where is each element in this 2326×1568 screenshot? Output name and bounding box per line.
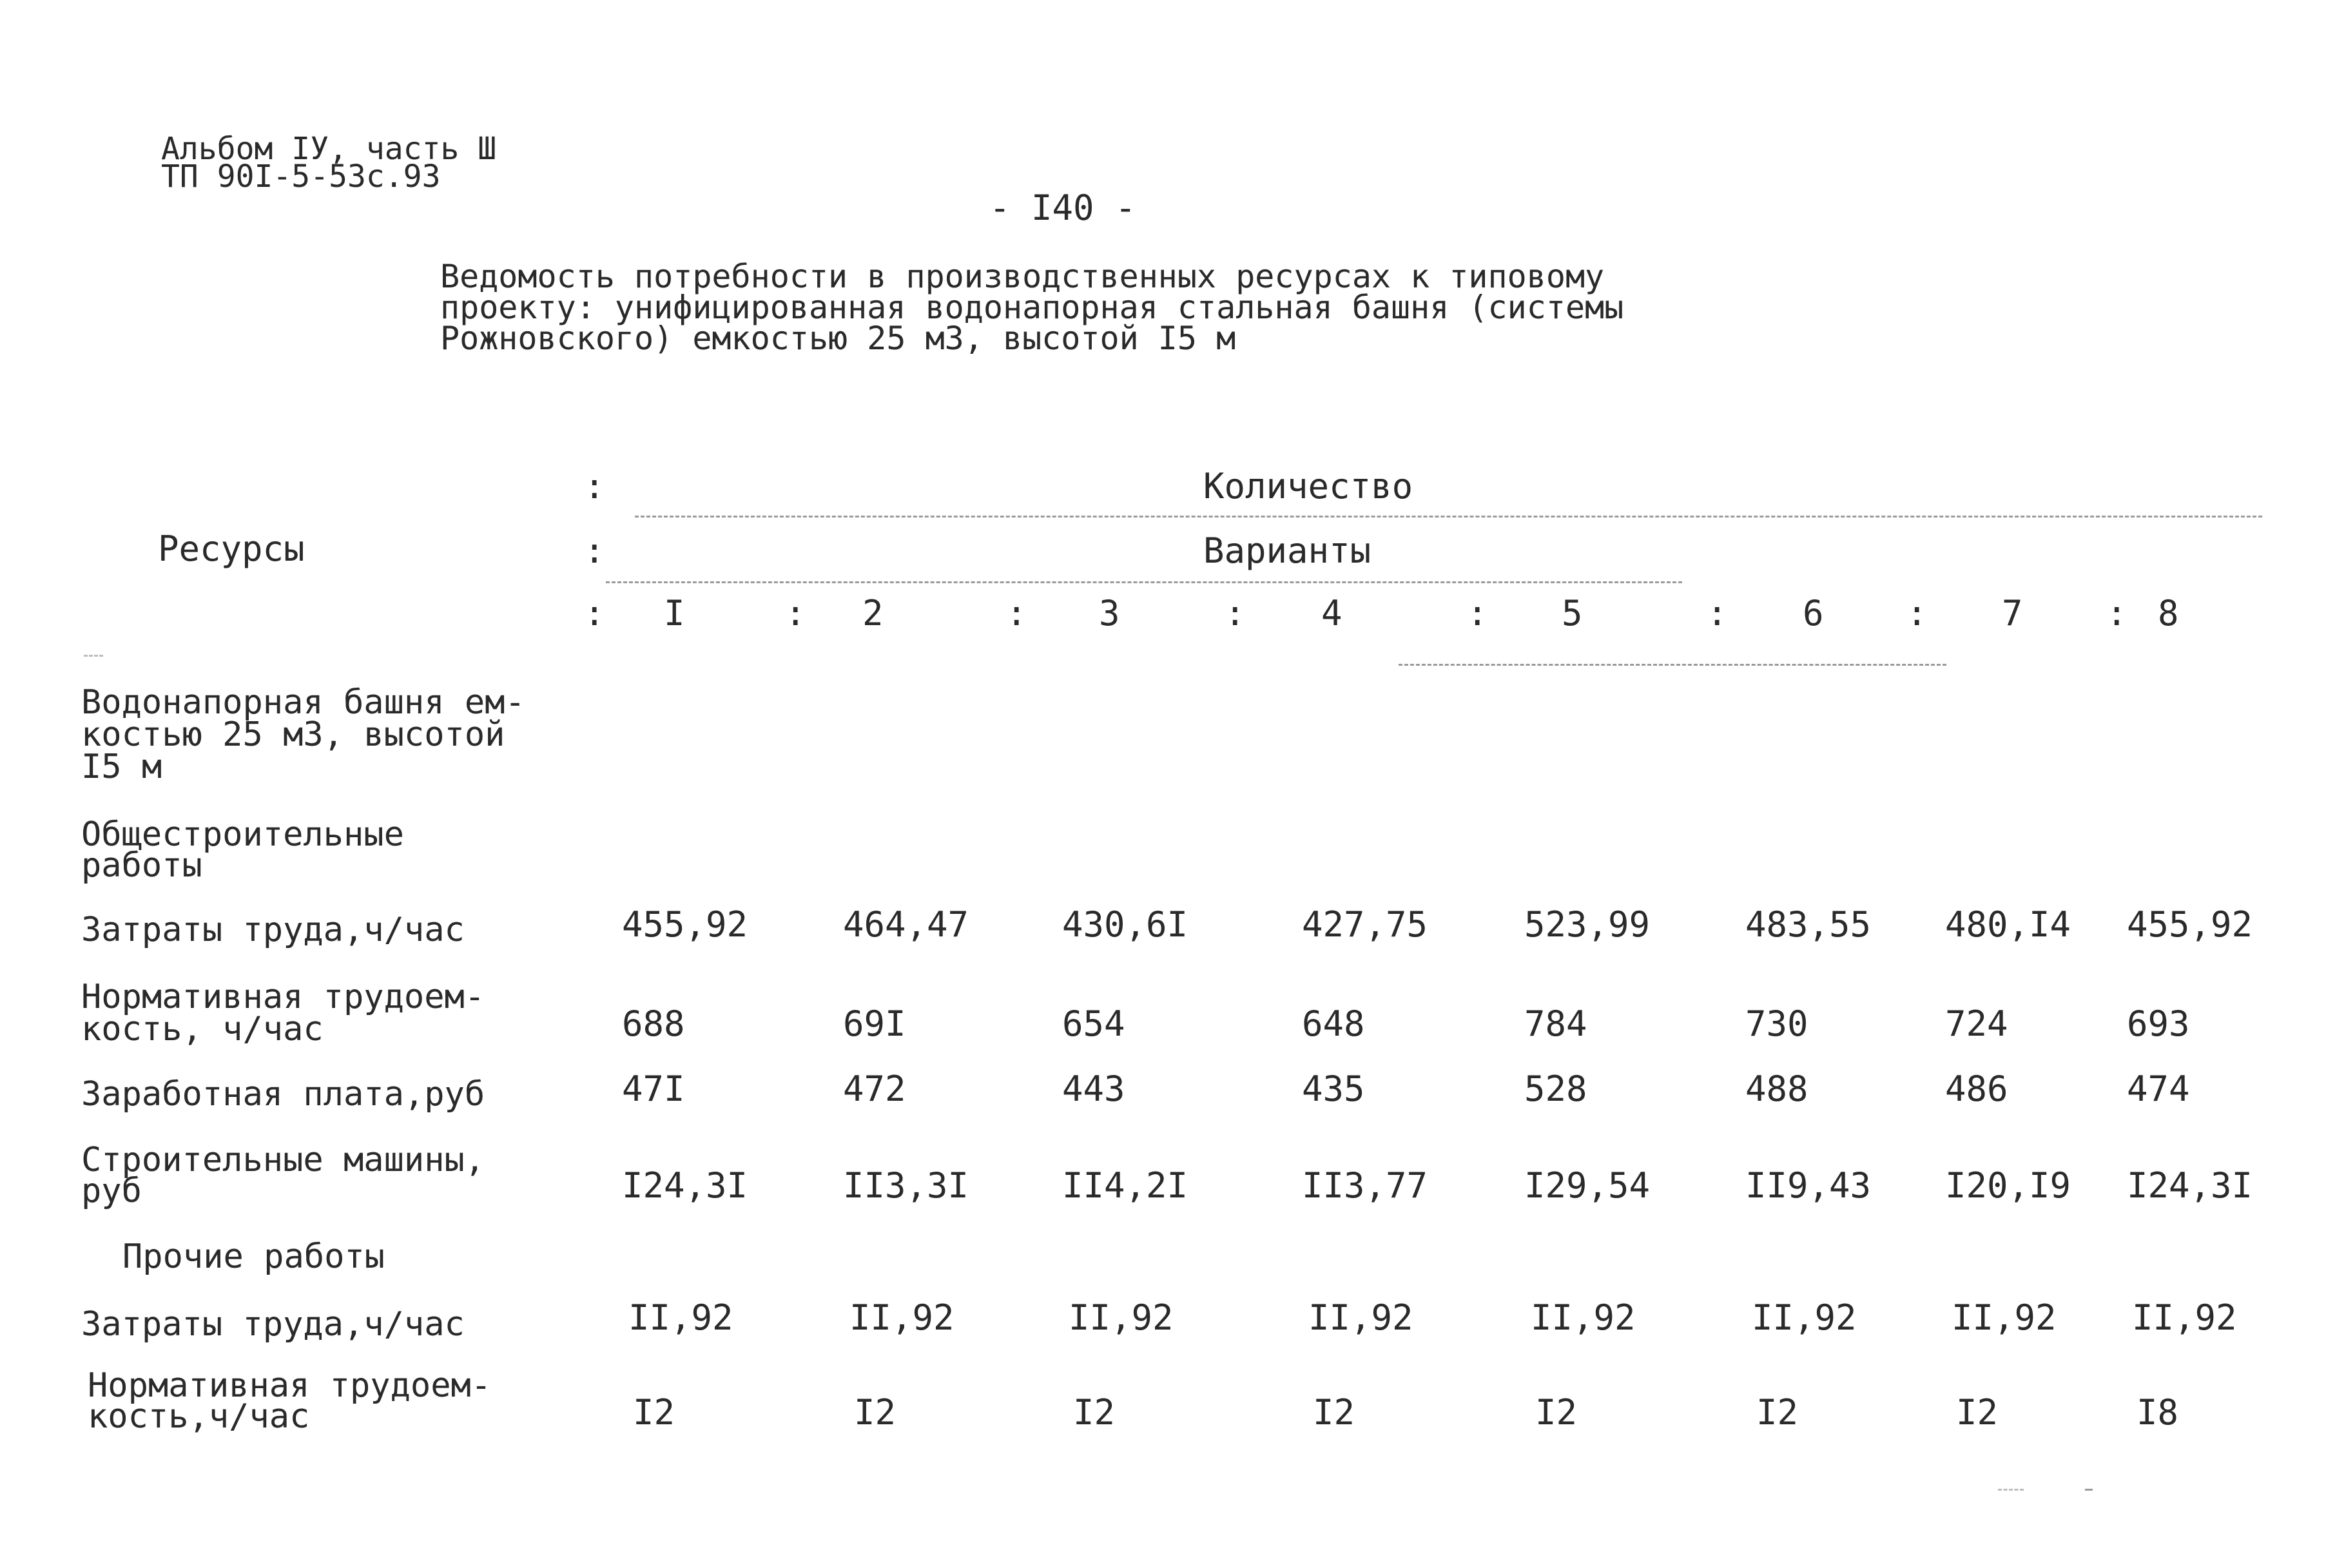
column-separator: : [785,593,806,634]
header-rule-3 [1399,664,1946,666]
table-cell: I29,54 [1524,1165,1651,1206]
column-separator: : [1006,593,1027,634]
table-cell: II4,2I [1062,1165,1188,1206]
page-number: - I40 - [989,188,1136,228]
table-cell: 480,I4 [1945,904,2071,945]
column-separator: : [1225,593,1246,634]
row-label: Затраты труда,ч/час [81,911,465,949]
row-label: кость, ч/час [81,1010,324,1049]
resources-header: Ресурсы [158,528,305,569]
table-cell: II,92 [1069,1297,1174,1338]
table-cell: 474 [2127,1069,2190,1109]
title-line-2: проекту: унифицированная водонапорная стальная башня (системы [440,289,1624,326]
variant-number: 8 [2158,593,2179,634]
table-cell: II3,3I [843,1165,969,1206]
column-separator: : [2106,593,2127,634]
title-line-3: Рожновского) емкостью 25 м3, высотой I5 м [440,320,1236,357]
variants-header: Варианты [1203,530,1371,571]
table-cell: II,92 [628,1297,733,1338]
table-cell: 427,75 [1302,904,1428,945]
table-cell: 488 [1745,1069,1808,1109]
variant-number: I [664,593,685,634]
table-cell: 688 [622,1003,685,1044]
scan-speck [1998,1489,2024,1491]
table-cell: II,92 [2132,1297,2237,1338]
table-cell: II3,77 [1302,1165,1428,1206]
table-cell: I2 [1313,1392,1355,1433]
table-cell: 483,55 [1745,904,1872,945]
header-colon: : [584,466,605,507]
title-line-1: Ведомость потребности в производственных ресурсах к типовому [440,258,1605,295]
table-cell: II,92 [1752,1297,1857,1338]
table-cell: I20,I9 [1945,1165,2071,1206]
album-label: Альбом IУ, часть Ш [161,131,497,167]
object-label-line: I5 м [81,748,162,786]
header-colon: : [584,530,605,571]
object-label-line: Водонапорная башня ем- [81,683,525,722]
column-separator: : [584,593,605,634]
column-separator: : [1906,593,1928,634]
table-cell: I2 [1535,1392,1578,1433]
table-cell: I24,3I [622,1165,748,1206]
variant-number: 4 [1321,593,1342,634]
project-code: ТП 90I-5-53с.93 [161,159,441,195]
variant-number: 2 [862,593,884,634]
section-label-line: Общестроительные [81,815,404,854]
variant-number: 7 [2002,593,2023,634]
table-cell: II,92 [1308,1297,1413,1338]
table-cell: 724 [1945,1003,2008,1044]
row-label: Нормативная трудоем- [88,1366,492,1405]
table-cell: 69I [843,1003,906,1044]
scan-speck [2085,1489,2093,1491]
table-cell: 523,99 [1524,904,1651,945]
variant-number: 3 [1099,593,1120,634]
header-rule-1 [635,516,2262,518]
table-cell: 486 [1945,1069,2008,1109]
table-cell: 435 [1302,1069,1365,1109]
row-label: Затраты труда,ч/час [81,1305,465,1344]
table-cell: 430,6I [1062,904,1188,945]
table-cell: 730 [1745,1003,1808,1044]
header-rule-2 [606,581,1682,583]
row-label: руб [81,1172,142,1210]
column-separator: : [1707,593,1728,634]
table-cell: 455,92 [2127,904,2253,945]
table-cell: 528 [1524,1069,1587,1109]
table-cell: I2 [854,1392,896,1433]
row-label: кость,ч/час [88,1397,310,1436]
section-label-line: работы [81,846,202,885]
table-cell: 443 [1062,1069,1125,1109]
table-cell: 648 [1302,1003,1365,1044]
object-label-line: костью 25 м3, высотой [81,715,505,754]
table-cell: II,92 [849,1297,955,1338]
table-cell: I2 [1956,1392,1999,1433]
table-cell: I8 [2137,1392,2179,1433]
table-cell: 654 [1062,1003,1125,1044]
variant-number: 5 [1562,593,1583,634]
row-label: Заработная плата,руб [81,1075,485,1114]
table-cell: I2 [633,1392,675,1433]
section-other-label: Прочие работы [122,1237,385,1276]
table-cell: I24,3I [2127,1165,2253,1206]
table-cell: 784 [1524,1003,1587,1044]
table-cell: 464,47 [843,904,969,945]
table-cell: 455,92 [622,904,748,945]
table-cell: 693 [2127,1003,2190,1044]
row-label: Строительные машины, [81,1141,485,1179]
table-cell: I2 [1073,1392,1116,1433]
scan-speck [84,655,103,657]
column-separator: : [1467,593,1488,634]
table-cell: I2 [1756,1392,1799,1433]
row-label: Нормативная трудоем- [81,978,485,1016]
quantity-header: Количество [1203,466,1413,507]
table-cell: II,92 [1531,1297,1636,1338]
table-cell: 47I [622,1069,685,1109]
table-cell: II9,43 [1745,1165,1872,1206]
variant-number: 6 [1803,593,1824,634]
table-cell: 472 [843,1069,906,1109]
table-cell: II,92 [1952,1297,2057,1338]
